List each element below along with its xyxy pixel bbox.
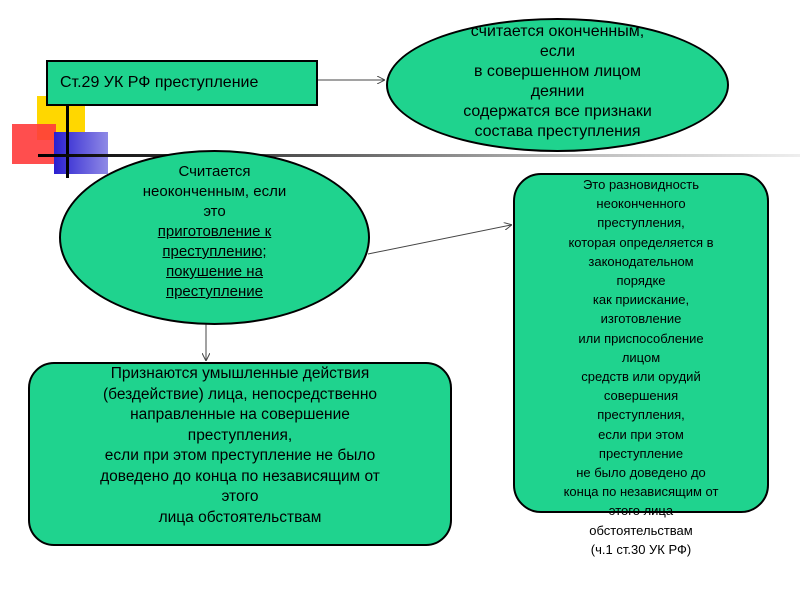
text-line: конца по независящим от: [563, 484, 719, 500]
completed-crime-text: [388, 22, 727, 142]
text-line: приготовление к: [157, 223, 272, 240]
text-line: деянии: [530, 83, 585, 100]
arrow-left-to-right: [368, 225, 511, 254]
text-line: направленные на совершение: [130, 406, 350, 423]
text-line: обстоятельствам: [589, 522, 693, 538]
text-line: состава преступления: [474, 123, 641, 140]
text-line: считается оконченным,: [470, 23, 645, 40]
text-line: если при этом преступление не было: [104, 447, 376, 464]
text-line: порядке: [616, 273, 666, 289]
text-line: в совершенном лицом: [473, 63, 642, 80]
text-line: или приспособление: [578, 330, 704, 346]
attempt-definition-box: [28, 362, 452, 546]
text-line: лица обстоятельствам: [158, 508, 322, 526]
text-line: если: [539, 43, 576, 60]
text-line: преступления,: [597, 407, 685, 423]
text-line: этого: [221, 488, 259, 505]
text-line: этого лица: [608, 503, 674, 519]
text-line: это: [203, 203, 226, 220]
text-line: преступления,: [597, 215, 685, 231]
text-line: изготовление: [600, 311, 682, 327]
text-line: Это разновидность: [582, 177, 700, 192]
text-line: Признаются умышленные действия: [110, 365, 370, 382]
text-line: неоконченным, если: [142, 183, 287, 200]
text-line: преступление: [598, 445, 684, 461]
text-line: (бездействие) лица, непосредственно: [102, 385, 378, 403]
incomplete-crime-ellipse: [59, 150, 370, 325]
text-line: законодательном: [588, 253, 694, 269]
preparation-definition-box: [513, 173, 769, 557]
text-line: доведено до конца по независящим от: [100, 467, 380, 485]
text-line: содержатся все признаки: [463, 103, 652, 120]
incomplete-crime-text: [61, 162, 368, 302]
text-line: покушение на: [166, 263, 263, 280]
text-line: (ч.1 ст.30 УК РФ): [590, 541, 692, 557]
text-line: неоконченного: [596, 196, 686, 212]
text-line: если при этом: [598, 426, 684, 442]
preparation-definition-text: [515, 175, 767, 559]
text-line: Считается: [178, 163, 251, 180]
text-line: не было доведено до: [576, 465, 706, 481]
text-line: средств или орудий: [581, 369, 701, 385]
text-line: лицом: [621, 349, 661, 365]
text-line: преступление: [165, 283, 264, 300]
text-line: которая определяется в: [568, 234, 714, 250]
text-line: преступления,: [187, 426, 293, 444]
text-line: совершения: [603, 388, 679, 404]
article-29-text: Ст.29 УК РФ преступление: [60, 74, 259, 91]
text-line: преступлению;: [162, 243, 267, 260]
text-line: как приискание,: [592, 292, 690, 308]
completed-crime-ellipse: [386, 18, 729, 152]
attempt-definition-text: [30, 364, 450, 528]
article-29-box: [46, 60, 318, 106]
